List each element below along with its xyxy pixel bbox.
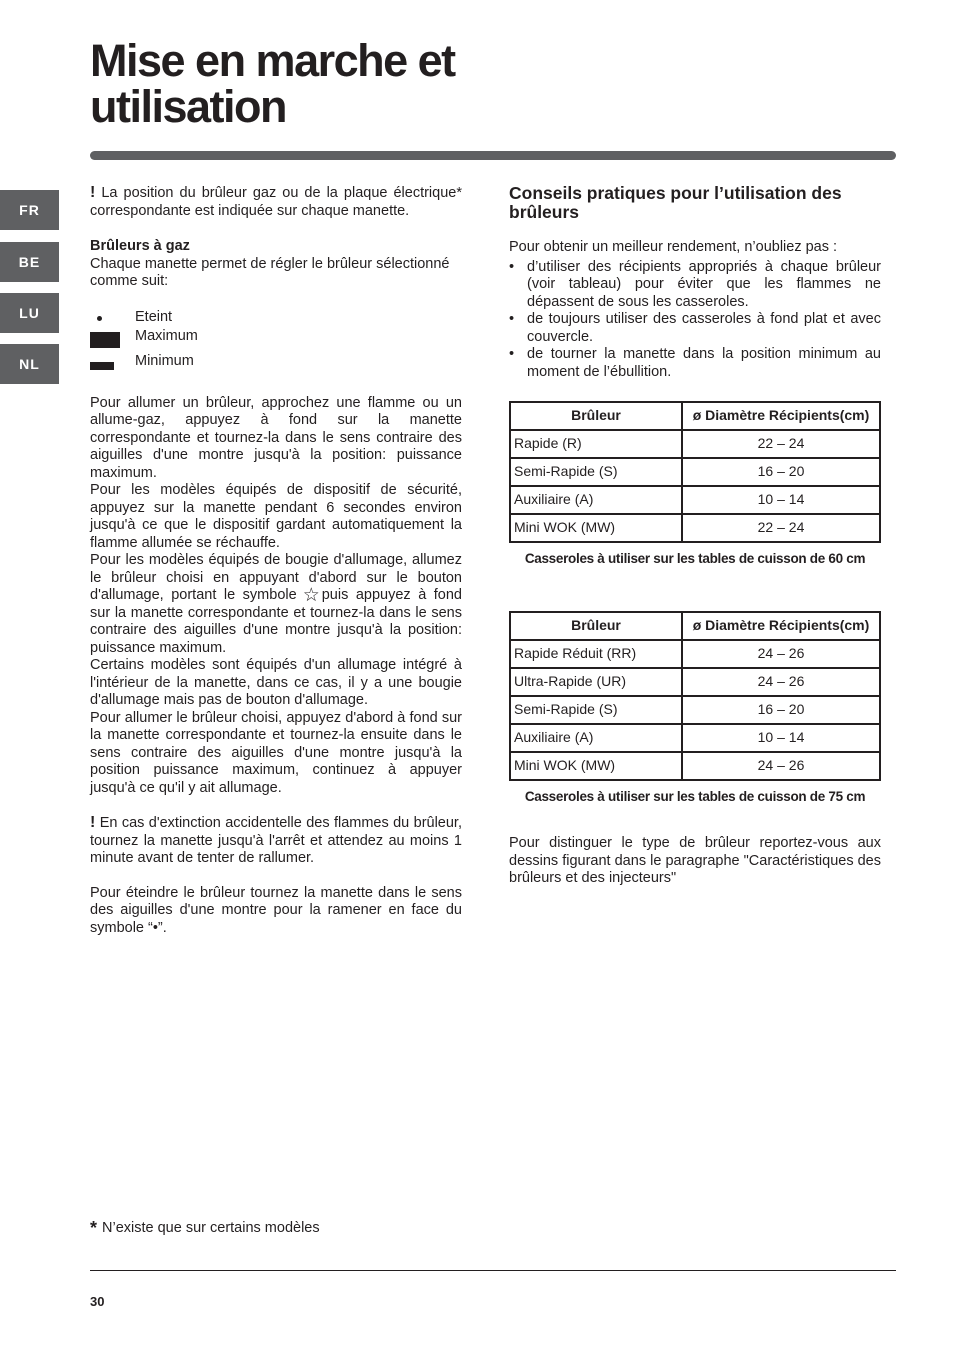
page-title-line1: Mise en marche et — [90, 35, 455, 86]
page-number: 30 — [90, 1294, 105, 1309]
para-light-4: Certains modèles sont équipés d'un allumage intégré à l'intérieur de la manette, dans ce cas, il y a une bougie d'allumage mais pas de bouton d'allumage. — [90, 657, 462, 708]
table-row: Mini WOK (MW) 24 – 26 — [510, 752, 880, 780]
table-row: Auxiliaire (A) 10 – 14 — [510, 486, 880, 514]
para-light-5: Pour allumer le brûleur choisi, appuyez d'abord à fond sur la manette correspondante et tournez-la ensuite dans le sens contraire des aiguilles d'une montre jusqu'à la position puissance maximum, continuez à appuyer jusqu'à ce qu'il y ait allumage. — [90, 709, 462, 796]
note-position: ! La position du brûleur gaz ou de la plaque électrique* correspondante est indiquée sur chaque manette. — [90, 184, 462, 219]
footer-divider — [90, 1270, 896, 1271]
table-75cm-caption: Casseroles à utiliser sur les tables de cuisson de 75 cm — [524, 788, 866, 804]
burner-reference-note: Pour distinguer le type de brûleur reportez-vous aux dessins figurant dans le paragraphe "Caractéristiques des brûleurs et des injecteurs" — [509, 835, 881, 886]
knob-legend — [90, 309, 462, 373]
page-title — [90, 35, 455, 132]
footnote-asterisk: * — [90, 1218, 98, 1238]
legend-off: Eteint — [90, 309, 390, 329]
right-column — [509, 184, 881, 888]
tips-intro: Pour obtenir un meilleur rendement, n’oubliez pas : — [509, 239, 838, 255]
list-item: • de toujours utiliser des casseroles à fond plat et avec couvercle. — [509, 311, 881, 346]
para-light-2: Pour les modèles équipés de dispositif de sécurité, appuyez sur la manette pendant 6 secondes environ jusqu'à ce que le dispositif gardant automatiquement la flamme allumée se réchauffe. — [90, 482, 462, 551]
footnote: * N’existe que sur certains modèles — [90, 1218, 320, 1238]
warning-mark: ! — [90, 814, 96, 831]
para-switch-off: Pour éteindre le brûleur tournez la manette dans le sens des aiguilles d'une montre pour la ramener en face du symbole “•”. — [90, 884, 462, 936]
para-light-1: Pour allumer un brûleur, approchez une flamme ou un allume-gaz, appuyez à fond sur la manette correspondante et tournez-la dans le sens contraire des aiguilles d'une montre jusqu'à la position: puissance maximum. — [90, 394, 462, 481]
off-dot-icon — [97, 316, 102, 321]
table-header-row: Brûleur ø Diamètre Récipients(cm) — [510, 612, 880, 640]
gas-burners-intro: Chaque manette permet de régler le brûleur sélectionné comme suit: — [90, 255, 450, 289]
lang-tab-nl[interactable]: NL — [0, 344, 59, 384]
tips-heading: Conseils pratiques pour l’utilisation des brûleurs — [509, 183, 842, 222]
table-row: Semi-Rapide (S) 16 – 20 — [510, 458, 880, 486]
para-light-3: Pour les modèles équipés de bougie d'allumage, allumez le brûleur choisi en appuyant d'abord sur le bouton d'allumage, portant le symbole ☆ puis appuyez à fond sur la manette correspondante et tournez-la dans le sens contraire des aiguilles d'une montre jusqu'à la position: puissance maximum. — [90, 552, 462, 656]
large-flame-icon — [90, 332, 120, 348]
table-row: Auxiliaire (A) 10 – 14 — [510, 724, 880, 752]
list-item: • de tourner la manette dans la position minimum au moment de l’ébullition. — [509, 346, 881, 381]
burner-table-75cm — [509, 611, 881, 781]
table-header-row: Brûleur ø Diamètre Récipients(cm) — [510, 402, 880, 430]
table-row: Semi-Rapide (S) 16 – 20 — [510, 696, 880, 724]
lang-tab-fr[interactable]: FR — [0, 190, 59, 230]
small-flame-icon — [90, 362, 114, 370]
burner-table-60cm — [509, 401, 881, 543]
lang-tab-lu[interactable]: LU — [0, 293, 59, 333]
page-title-line2: utilisation — [90, 81, 286, 132]
table-60cm-caption: Casseroles à utiliser sur les tables de cuisson de 60 cm — [524, 551, 866, 566]
table-row: Mini WOK (MW) 22 – 24 — [510, 514, 880, 542]
gas-burners-heading: Brûleurs à gaz — [90, 238, 190, 254]
title-divider — [90, 151, 896, 160]
table-row: Ultra-Rapide (UR) 24 – 26 — [510, 668, 880, 696]
legend-max: Maximum — [90, 328, 390, 348]
lang-tab-be[interactable]: BE — [0, 242, 59, 282]
left-column — [90, 184, 462, 937]
legend-min: Minimum — [90, 353, 390, 373]
warning-mark: ! — [90, 184, 96, 201]
list-item: • d’utiliser des récipients appropriés à chaque brûleur (voir tableau) pour éviter que les flammes ne dépassent de sous les casseroles. — [509, 259, 881, 312]
table-75cm-block — [509, 611, 881, 806]
ignition-star-icon: ☆ — [302, 585, 320, 606]
table-row: Rapide Réduit (RR) 24 – 26 — [510, 640, 880, 668]
table-row: Rapide (R) 22 – 24 — [510, 430, 880, 458]
note-extinction: ! En cas d'extinction accidentelle des flammes du brûleur, tournez la manette jusqu'à l'arrêt et attendez au moins 1 minute avant de tenter de rallumer. — [90, 814, 462, 866]
tips-list — [509, 259, 881, 382]
table-60cm-block — [509, 401, 881, 568]
